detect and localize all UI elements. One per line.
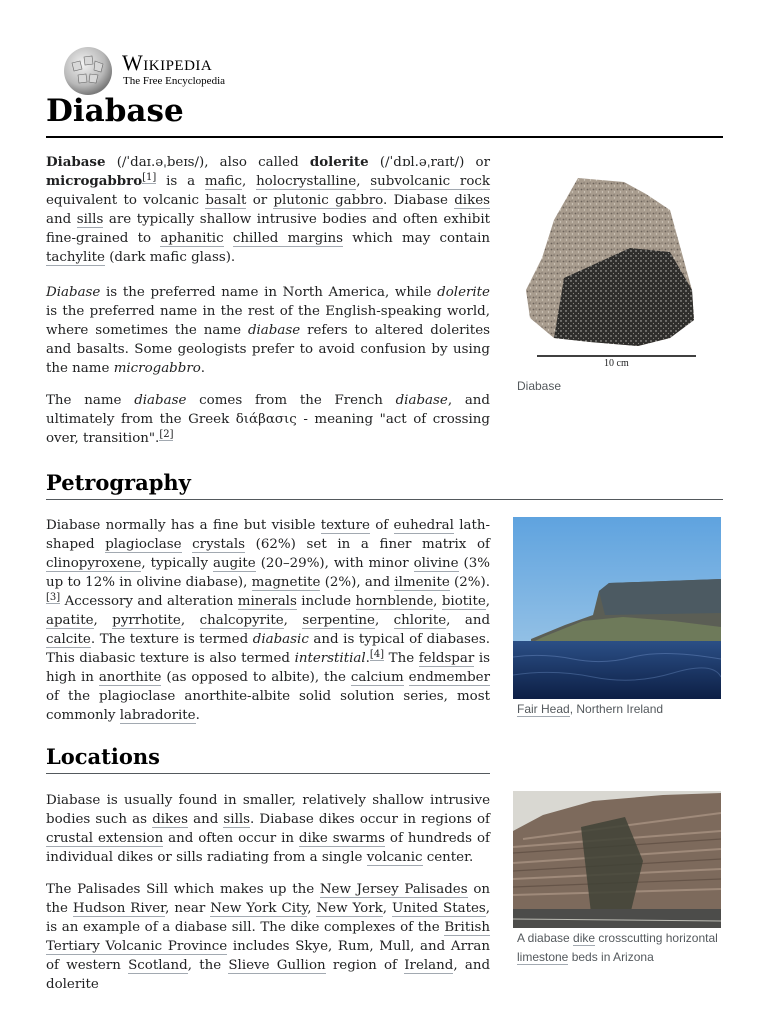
locations-paragraph-2: The Palisades Sill which makes up the New Jersey Palisades on the Hudson River, near New York City, New York, United States, is an example of a diabase sill. The dike complexes of the British Tertiary Volcanic Province includes Skye, Rum, Mull, and Arran of western Scotland, the Slieve Gullion region of Ireland, and dolerite [46, 882, 491, 992]
link-new-york-city[interactable]: New York City [210, 901, 308, 916]
link-ilmenite[interactable]: ilmenite [394, 575, 450, 590]
intro-paragraph-3: The name diabase comes from the French diabase, and ultimately from the Greek διάβασις - meaning "act of crossing over, transition".[2] [46, 393, 490, 446]
link-calcite[interactable]: calcite [46, 632, 91, 647]
link-biotite[interactable]: biotite [441, 594, 486, 609]
link-limestone[interactable]: limestone [517, 950, 569, 964]
link-endmember[interactable]: endmember [408, 670, 490, 685]
link-feldspar[interactable]: feldspar [418, 651, 475, 666]
link-olivine[interactable]: olivine [413, 556, 459, 571]
diabase-dike-image[interactable] [513, 791, 721, 928]
link-chlorite[interactable]: chlorite [393, 613, 447, 628]
intro-paragraph-1: Diabase (/ˈdaɪ.əˌbeɪs/), also called dolerite (/ˈdɒl.əˌraɪt/) or microgabbro[1] is a mafic, holocrystalline, subvolcanic rock equivalent to volcanic basalt or plutonic gabbro. Diabase dikes and sills are typically shallow intrusive bodies and often exhibit fine-grained to aphanitic chilled margins which may contain tachylite (dark mafic glass). [46, 154, 491, 265]
link-united-states[interactable]: United States [392, 901, 486, 916]
link-augite[interactable]: augite [212, 556, 256, 571]
link-euhedral[interactable]: euhedral [393, 518, 454, 533]
link-plagioclase[interactable]: plagioclase [105, 537, 182, 552]
link-labradorite[interactable]: labradorite [119, 708, 196, 723]
petrography-paragraph: Diabase normally has a fine but visible texture of euhedral lath-shaped plagioclase crystals (62%) set in a finer matrix of clinopyroxene, typically augite (20–29%), with minor olivine (3% up to 12% in olivine diabase), magnetite (2%), and ilmenite (2%).[3] Accessory and alteration minerals include hornblende, biotite, apatite, pyrrhotite, chalcopyrite, serpentine, chlorite, and calcite. The texture is termed diabasic and is typical of diabases. This diabasic texture is also termed interstitial.[4] The feldspar is high in anorthite (as opposed to albite), the calcium endmember of the plagioclase anorthite-albite solid solution series, most commonly labradorite. [46, 518, 491, 723]
link-sills-2[interactable]: sills [223, 812, 251, 827]
petrography-divider [46, 499, 723, 500]
link-tachylite[interactable]: tachylite [46, 250, 105, 265]
link-crystals[interactable]: crystals [192, 537, 246, 552]
wikipedia-globe-logo[interactable] [62, 45, 114, 97]
wikipedia-wordmark[interactable]: Wikipedia [122, 50, 213, 75]
link-fair-head[interactable]: Fair Head [517, 702, 570, 716]
link-hornblende[interactable]: hornblende [355, 594, 434, 609]
link-basalt[interactable]: basalt [205, 193, 247, 208]
link-british-tertiary-volcanic-province[interactable]: British Tertiary Volcanic Province [46, 920, 490, 954]
locations-paragraph-1: Diabase is usually found in smaller, relatively shallow intrusive bodies such as dikes and sills. Diabase dikes occur in regions of crustal extension and often occur in dike swarms of hundreds of individual dikes or sills radiating from a single volcanic center. [46, 793, 490, 865]
section-heading-locations: Locations [46, 744, 160, 769]
link-aphanitic[interactable]: aphanitic [160, 231, 224, 246]
link-anorthite[interactable]: anorthite [98, 670, 162, 685]
link-texture[interactable]: texture [320, 518, 370, 533]
fair-head-image[interactable] [513, 517, 721, 699]
title-divider [46, 136, 723, 138]
link-chalcopyrite[interactable]: chalcopyrite [199, 613, 284, 628]
link-apatite[interactable]: apatite [46, 613, 94, 628]
link-pyrrhotite[interactable]: pyrrhotite [112, 613, 181, 628]
link-new-york[interactable]: New York [316, 901, 383, 916]
intro-paragraph-2: Diabase is the preferred name in North America, while dolerite is the preferred name in the rest of the English-speaking world, where sometimes the name diabase refers to altered dolerites and basalts. Some geologists prefer to avoid confusion by using the name microgabbro. [46, 285, 490, 376]
link-plutonic-gabbro[interactable]: plutonic gabbro [273, 193, 384, 208]
ref-link-4[interactable]: [4] [369, 648, 385, 660]
locations-divider [46, 773, 490, 774]
dike-caption: A diabase dike crosscutting horizontal limestone beds in Arizona [517, 931, 718, 964]
link-dikes-2[interactable]: dikes [152, 812, 188, 827]
ref-link-2[interactable]: [2] [159, 428, 174, 440]
ref-link-1[interactable]: [1] [142, 171, 157, 183]
link-ireland[interactable]: Ireland [404, 958, 454, 973]
ref-link-3[interactable]: [3] [46, 591, 61, 603]
link-dikes[interactable]: dikes [454, 193, 490, 208]
link-subvolcanic-rock[interactable]: subvolcanic rock [370, 174, 491, 189]
link-chilled-margins[interactable]: chilled margins [232, 231, 344, 246]
link-dike[interactable]: dike [573, 931, 596, 945]
link-serpentine[interactable]: serpentine [302, 613, 375, 628]
link-scotland[interactable]: Scotland [128, 958, 188, 973]
link-minerals[interactable]: minerals [237, 594, 297, 609]
section-heading-petrography: Petrography [46, 470, 191, 495]
link-crustal-extension[interactable]: crustal extension [46, 831, 164, 846]
link-new-jersey-palisades[interactable]: New Jersey Palisades [319, 882, 468, 897]
diabase-rock-image[interactable] [520, 170, 700, 370]
link-slieve-gullion[interactable]: Slieve Gullion [228, 958, 326, 973]
link-hudson-river[interactable]: Hudson River [72, 901, 166, 916]
link-clinopyroxene[interactable]: clinopyroxene [46, 556, 142, 571]
rock-caption: Diabase [517, 379, 562, 393]
link-mafic[interactable]: mafic [204, 174, 242, 189]
link-dike-swarms[interactable]: dike swarms [298, 831, 385, 846]
fair-head-caption: Fair Head, Northern Ireland [517, 702, 664, 716]
link-calcium[interactable]: calcium [350, 670, 404, 685]
wikipedia-tagline: The Free Encyclopedia [123, 75, 226, 87]
rock-scale-label: 10 cm [604, 358, 629, 369]
link-holocrystalline[interactable]: holocrystalline [256, 174, 357, 189]
link-volcanic[interactable]: volcanic [366, 850, 423, 865]
link-sills[interactable]: sills [76, 212, 104, 227]
link-magnetite[interactable]: magnetite [251, 575, 321, 590]
page-title: Diabase [46, 93, 184, 129]
